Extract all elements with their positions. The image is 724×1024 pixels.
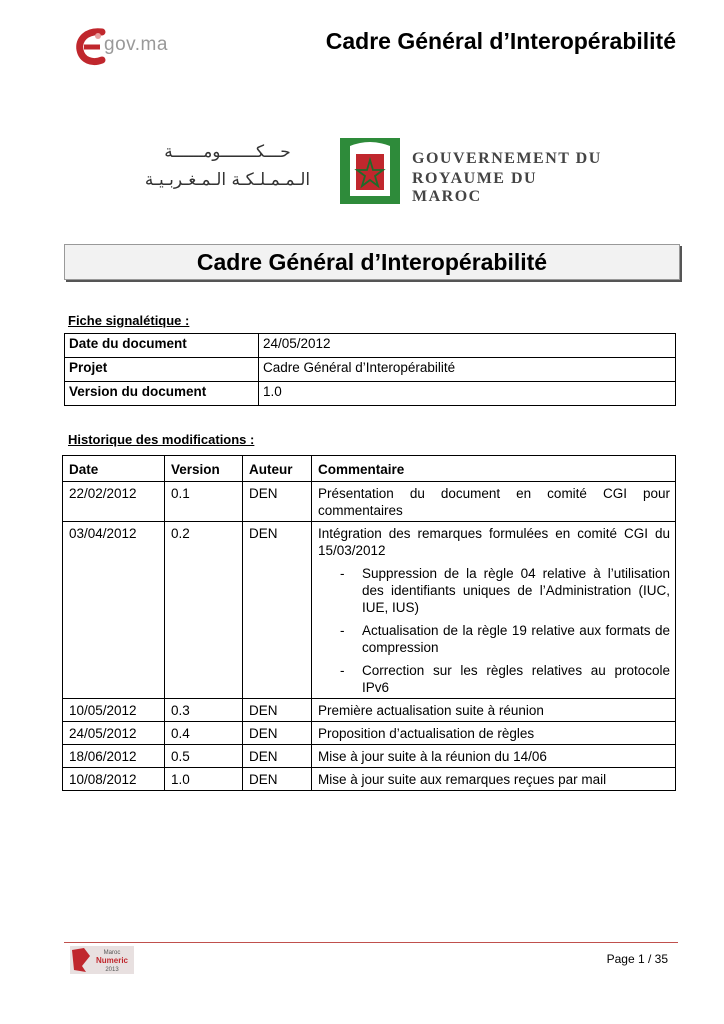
logo-line2: Numeric — [95, 956, 129, 965]
history-date: 10/05/2012 — [63, 699, 165, 722]
history-date: 10/08/2012 — [63, 768, 165, 791]
history-section-label: Historique des modifications : — [68, 432, 255, 447]
table-row — [63, 522, 676, 699]
change-item-text: Correction sur les règles relatives au protocole IPv6 — [362, 663, 670, 695]
fiche-row — [65, 382, 676, 406]
fiche-row — [65, 334, 676, 358]
fiche-table — [64, 333, 676, 406]
header-title: Cadre Général d’Interopérabilité — [325, 28, 676, 54]
dash-bullet-icon: - — [340, 663, 345, 678]
morocco-flag-icon — [340, 138, 400, 204]
change-item-text: Actualisation de la règle 19 relative aux formats de compression — [362, 623, 670, 655]
history-comment: Première actualisation suite à réunion — [312, 699, 676, 722]
logo-line1: Maroc — [103, 950, 121, 956]
change-list — [318, 565, 670, 696]
history-comment: Présentation du document en comité CGI pour commentaires — [312, 482, 676, 522]
history-comment: Mise à jour suite aux remarques reçues par mail — [312, 768, 676, 791]
history-date: 03/04/2012 — [63, 522, 165, 699]
history-header-row — [63, 456, 676, 482]
table-row — [63, 745, 676, 768]
history-author: DEN — [243, 522, 312, 699]
history-version: 0.3 — [165, 699, 243, 722]
gov-title-line1: GOUVERNEMENT DU — [412, 150, 602, 167]
history-comment: Mise à jour suite à la réunion du 14/06 — [312, 745, 676, 768]
dash-bullet-icon: - — [340, 566, 345, 581]
list-item — [318, 622, 670, 656]
dash-bullet-icon: - — [340, 623, 345, 638]
fiche-value: 1.0 — [259, 382, 676, 406]
table-row — [63, 768, 676, 791]
document-title: Cadre Général d’Interopérabilité — [64, 244, 680, 280]
history-header-date: Date — [63, 456, 165, 482]
history-version: 1.0 — [165, 768, 243, 791]
history-author: DEN — [243, 768, 312, 791]
fiche-value: 24/05/2012 — [259, 334, 676, 358]
history-version: 0.5 — [165, 745, 243, 768]
history-version: 0.2 — [165, 522, 243, 699]
history-comment: Proposition d’actualisation de règles — [312, 722, 676, 745]
arabic-government-line: حـــكـــــــومــــــة — [164, 142, 291, 162]
history-author: DEN — [243, 699, 312, 722]
history-author: DEN — [243, 722, 312, 745]
footer-divider — [64, 942, 678, 943]
history-date: 18/06/2012 — [63, 745, 165, 768]
maroc-numeric-logo — [70, 946, 134, 974]
fiche-row — [65, 358, 676, 382]
history-header-author: Auteur — [243, 456, 312, 482]
history-header-comment: Commentaire — [312, 456, 676, 482]
fiche-key: Date du document — [65, 334, 259, 358]
table-row — [63, 699, 676, 722]
logo-line3: 2013 — [105, 967, 119, 973]
change-item-text: Suppression de la règle 04 relative à l’utilisation des identifiants uniques de l’Administration (IUC, IUE, IUS) — [362, 566, 670, 615]
history-table — [62, 455, 676, 791]
government-emblem — [130, 138, 610, 208]
table-row — [63, 722, 676, 745]
page-number: Page 1 / 35 — [606, 952, 668, 966]
history-author: DEN — [243, 745, 312, 768]
history-version: 0.1 — [165, 482, 243, 522]
list-item — [318, 662, 670, 696]
history-date: 24/05/2012 — [63, 722, 165, 745]
gov-title-line2: ROYAUME DU MAROC — [412, 170, 538, 205]
history-author: DEN — [243, 482, 312, 522]
fiche-key: Projet — [65, 358, 259, 382]
egov-logo-text: gov.ma — [104, 34, 168, 55]
list-item — [318, 565, 670, 616]
fiche-key: Version du document — [65, 382, 259, 406]
history-date: 22/02/2012 — [63, 482, 165, 522]
history-version: 0.4 — [165, 722, 243, 745]
history-comment-cell — [312, 522, 676, 699]
arabic-kingdom-line: الـمـمـلـكـة الـمـغـربـيـة — [144, 170, 311, 190]
maroc-numeric-icon — [70, 946, 134, 974]
history-header-version: Version — [165, 456, 243, 482]
history-comment: Intégration des remarques formulées en comité CGI du 15/03/2012 — [318, 526, 670, 558]
fiche-value: Cadre Général d’Interopérabilité — [259, 358, 676, 382]
egov-logo — [74, 26, 178, 68]
fiche-section-label: Fiche signalétique : — [68, 313, 190, 328]
table-row — [63, 482, 676, 522]
